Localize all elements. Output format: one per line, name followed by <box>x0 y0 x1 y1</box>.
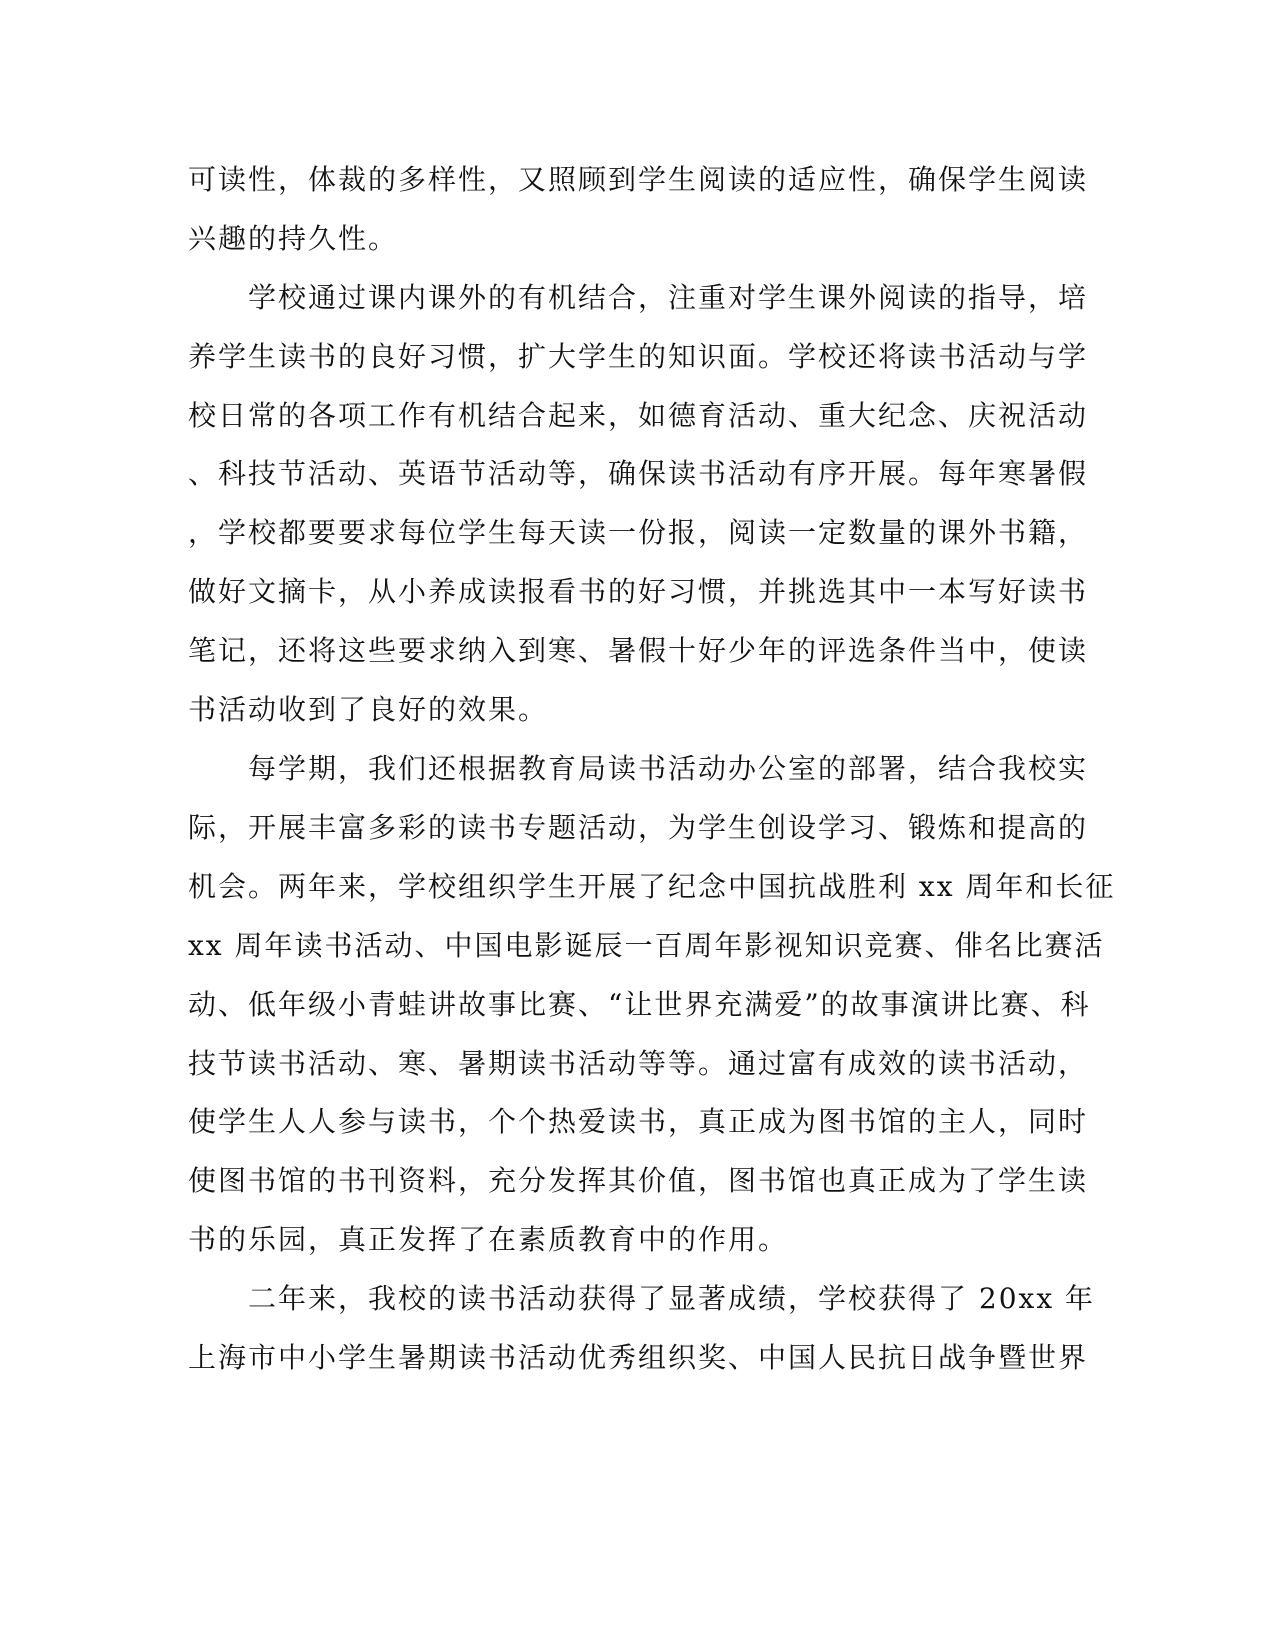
paragraph-3-line-3: 机会。两年来，学校组织学生开展了纪念中国抗战胜利 xx 周年和长征 <box>188 870 1116 903</box>
paragraph-3-line-5: 动、低年级小青蛙讲故事比赛、“让世界充满爱”的故事演讲比赛、科 <box>188 988 1091 1021</box>
paragraph-3-line-7: 使学生人人参与读书，个个热爱读书，真正成为图书馆的主人，同时 <box>188 1105 1089 1138</box>
paragraph-2-line-7: 笔记，还将这些要求纳入到寒、暑假十好少年的评选条件当中，使读 <box>188 634 1089 667</box>
paragraph-4-line-2: 上海市中小学生暑期读书活动优秀组织奖、中国人民抗日战争暨世界 <box>188 1341 1089 1374</box>
paragraph-2-line-2: 养学生读书的良好习惯，扩大学生的知识面。学校还将读书活动与学 <box>188 340 1089 373</box>
paragraph-2-line-6: 做好文摘卡，从小养成读报看书的好习惯，并挑选其中一本写好读书 <box>188 575 1089 608</box>
paragraph-3-line-9: 书的乐园，真正发挥了在素质教育中的作用。 <box>188 1223 789 1256</box>
paragraph-2-line-3: 校日常的各项工作有机结合起来，如德育活动、重大纪念、庆祝活动 <box>188 399 1089 432</box>
paragraph-2-line-5: ，学校都要要求每位学生每天读一份报，阅读一定数量的课外书籍， <box>188 516 1089 549</box>
paragraph-2-line-4: 、科技节活动、英语节活动等，确保读书活动有序开展。每年寒暑假 <box>188 457 1089 490</box>
paragraph-1-line-1: 可读性，体裁的多样性，又照顾到学生阅读的适应性，确保学生阅读 <box>188 163 1089 196</box>
paragraph-3-line-6: 技节读书活动、寒、暑期读书活动等等。通过富有成效的读书活动， <box>188 1047 1089 1080</box>
paragraph-2-line-8: 书活动收到了良好的效果。 <box>188 693 549 726</box>
paragraph-3-line-1: 每学期，我们还根据教育局读书活动办公室的部署，结合我校实 <box>248 752 1089 785</box>
paragraph-3-line-8: 使图书馆的书刊资料，充分发挥其价值，图书馆也真正成为了学生读 <box>188 1164 1089 1197</box>
paragraph-3-line-2: 际，开展丰富多彩的读书专题活动，为学生创设学习、锻炼和提高的 <box>188 811 1089 844</box>
paragraph-4-line-1: 二年来，我校的读书活动获得了显著成绩，学校获得了 20xx 年 <box>248 1282 1096 1315</box>
paragraph-2-line-1: 学校通过课内课外的有机结合，注重对学生课外阅读的指导，培 <box>248 281 1089 314</box>
paragraph-3-line-4: xx 周年读书活动、中国电影诞辰一百周年影视知识竞赛、俳名比赛活 <box>188 929 1105 962</box>
paragraph-1-line-2: 兴趣的持久性。 <box>188 222 399 255</box>
